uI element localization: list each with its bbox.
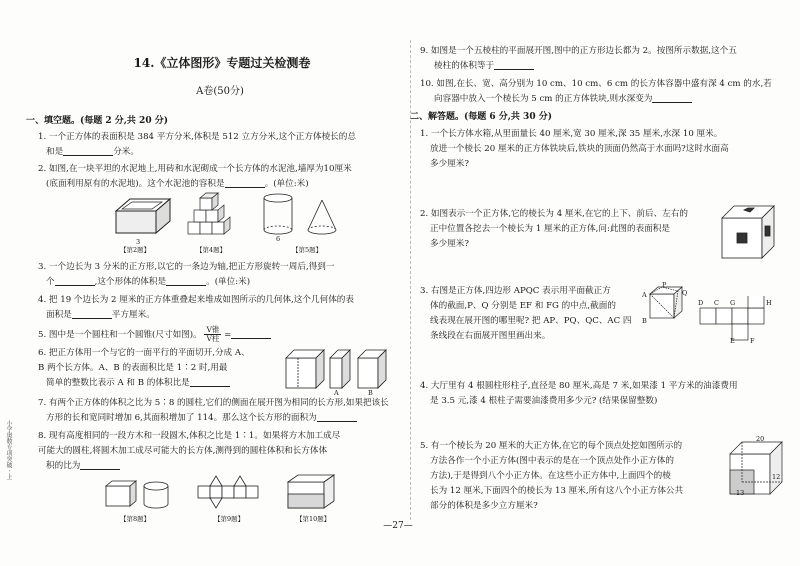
caption-fig9: 【第9题】 xyxy=(214,515,245,523)
figure-label-b: B xyxy=(368,389,373,397)
figure-q2-pool xyxy=(112,195,174,246)
q4-text-b: 面积是 xyxy=(46,310,72,320)
answer-blank[interactable] xyxy=(166,275,206,286)
figure-q10-container xyxy=(284,472,344,512)
problem-3-cont3: 条线段在右面展开图里画出来。 xyxy=(430,331,551,341)
answer-blank[interactable] xyxy=(317,411,357,422)
question-4: 4. 把 19 个边长为 2 厘米的正方体重叠起来堆成如图所示的几何体,这个几何体的表 xyxy=(38,295,354,305)
fraction-numerator: V锥 xyxy=(206,325,220,334)
dim-label: 13 xyxy=(736,489,745,497)
question-9-cont xyxy=(420,59,786,74)
page-title: 14.《立体图形》专题过关检测卷 xyxy=(133,56,311,70)
problem-2-cont: 正中位置各挖去一个棱长为 1 厘米的正方体,问:此图的表面积是 xyxy=(430,224,670,234)
question-5 xyxy=(26,326,414,343)
section-solve: 二、解答题。(每题 6 分,共 30 分) xyxy=(410,112,552,122)
problem-3-cont2: 线表现在展开图的哪里呢? 把 AP、PQ、QC、AC 四 xyxy=(430,316,632,326)
figure-p2-cube-holes xyxy=(720,204,776,260)
dim-label: 3 xyxy=(136,238,141,246)
q3-text-c: ,这个形体的体积是 xyxy=(94,277,167,287)
figure-q4-blocks xyxy=(184,192,236,242)
q2-text-b: (底面利用原有的水泥地)。这个水泥池的容积是 xyxy=(46,179,225,189)
question-3: 3. 一个边长为 3 分米的正方形,以它的一条边为轴,把正方形旋转一周后,得到一 xyxy=(38,262,335,272)
problem-5-cont3: 长为 12 厘米,下面四个的棱长为 13 厘米,所有这八个小正方体公共 xyxy=(430,486,684,496)
page-number: —27— xyxy=(383,521,413,531)
problem-1-cont: 放进一个棱长 20 厘米的正方体铁块后,铁块的顶面仍然高于水面吗?这时水面高 xyxy=(430,144,729,154)
vertex-label: B xyxy=(642,317,647,325)
question-8: 8. 现有高度相同的一段方木和一段圆木,体积之比是 1∶1。如果将方木加工成尽 xyxy=(38,431,341,441)
q7-text-b: 方形的长和宽同时增加 6,其面积增加了 114。那么这个长方形的面积为 xyxy=(46,413,317,423)
question-3-cont xyxy=(26,275,414,290)
figure-p3-cube xyxy=(642,281,688,325)
part-heading: A卷(50分) xyxy=(196,86,244,97)
figure-q8-wood xyxy=(104,478,174,510)
figure-q9-net xyxy=(194,472,270,512)
problem-3-cont: 体的截面,P、Q 分别是 EF 和 FG 的中点,截面的 xyxy=(430,301,616,311)
q9-text-b: 棱柱的体积等于 xyxy=(434,61,495,71)
problem-1: 1. 一个长方体水箱,从里面量长 40 厘米,宽 30 厘米,深 35 厘米,水深 10 厘米。 xyxy=(420,129,723,139)
q4-text-c: 平方厘米。 xyxy=(111,310,155,320)
problem-5-cont: 方法各作一个小正方体(图中表示的是在一个顶点处作小正方体的 xyxy=(430,456,674,466)
answer-blank[interactable] xyxy=(72,308,112,319)
problem-5-cont2: 方法),于是得到八个小正方体。在这些小正方体中,上面四个的棱 xyxy=(430,471,671,481)
problem-5-cont4: 部分的体积是多少立方厘米? xyxy=(430,501,538,511)
volume-ratio-fraction xyxy=(204,326,221,343)
fraction-denominator: V柱 xyxy=(206,334,220,343)
problem-4-cont: 是 3.5 元,漆 4 根柱子需要油漆费用多少元? (结果保留整数) xyxy=(430,396,658,406)
question-7: 7. 有两个正方体的体积之比为 5∶8 的圆柱,它们的侧面在展开图为相同的长方形,如果把该长 xyxy=(38,398,389,408)
problem-2: 2. 如图表示一个正方体,它的棱长为 4 厘米,在它的上下、前后、左右的 xyxy=(420,209,688,219)
answer-blank[interactable] xyxy=(652,92,692,103)
q3-text-d: 。(单位:米) xyxy=(206,277,251,287)
question-4-cont xyxy=(26,308,414,323)
figure-q6-cubes xyxy=(284,346,396,397)
q10-text-b: 向容器中放入一个棱长为 5 cm 的正方体铁块,则水深变为 xyxy=(434,94,653,104)
vertex-label: Q xyxy=(682,289,688,297)
figure-q5-cylinder-cone xyxy=(260,190,344,243)
net-label-c: C xyxy=(714,299,719,307)
q2-text-c: 。(单位:米) xyxy=(264,179,309,189)
section-fill-blank: 一、填空题。(每题 2 分,共 20 分) xyxy=(26,116,168,126)
q3-text-b: 个 xyxy=(46,277,55,287)
problem-5: 5. 有一个棱长为 20 厘米的大正方体,在它的每个顶点处挖如图所示的 xyxy=(420,441,683,451)
vertex-label: A xyxy=(642,291,647,299)
q8-text-c: 积的比为 xyxy=(46,461,81,471)
answer-blank[interactable] xyxy=(231,328,271,339)
problem-4: 4. 大厅里有 4 根圆柱形柱子,直径是 80 厘米,高是 7 米,如果漆 1 平方米的油漆费用 xyxy=(420,381,738,391)
answer-blank[interactable] xyxy=(494,59,534,70)
dim-label: 6 xyxy=(276,235,281,243)
figure-p5-cube xyxy=(728,435,784,497)
question-10-cont xyxy=(420,92,786,107)
caption-fig8: 【第8题】 xyxy=(120,515,151,523)
answer-blank[interactable] xyxy=(80,459,120,470)
q1-text: 1. 一个正方体的表面积是 384 平方分米,体积是 512 立方分米,这个正方体棱长的总 xyxy=(38,132,356,142)
net-label-d: D xyxy=(698,299,704,307)
answer-blank[interactable] xyxy=(225,177,265,188)
question-6-cont: B 两个长方体。A、B 的表面积比是 1∶2 时,用最 xyxy=(38,363,228,373)
question-10: 10. 如图,在长、宽、高分别为 10 cm、10 cm、6 cm 的长方体容器中盛有深 4 cm 的水,若 xyxy=(420,79,772,89)
net-label-f: F xyxy=(750,337,755,345)
q1-text-c: 分米。 xyxy=(113,147,139,157)
question-8-cont: 可能大的圆柱,将圆木加工成尽可能大的长方体,测得到的圆柱体积和长方体体 xyxy=(38,446,328,456)
net-label-h: H xyxy=(766,299,772,307)
caption-fig5: 【第5题】 xyxy=(292,246,323,254)
vertex-label: P xyxy=(662,281,667,289)
caption-fig2: 【第2题】 xyxy=(120,246,151,254)
q6-text-c: 简单的整数比表示 A 和 B 的体积比是 xyxy=(46,378,190,388)
dim-label: 20 xyxy=(756,435,765,443)
question-1 xyxy=(26,130,414,145)
dim-label: 12 xyxy=(772,473,781,481)
net-label-g: G xyxy=(730,299,736,307)
answer-blank[interactable] xyxy=(55,275,95,286)
question-2: 2. 如图,在一块平坦的水泥地上,用砖和水泥砌成一个长方体的水泥池,墙厚为10厘米 xyxy=(38,164,352,174)
q5-equals: = xyxy=(224,330,232,340)
figure-p3-net xyxy=(698,296,784,345)
answer-blank[interactable] xyxy=(63,145,113,156)
answer-blank[interactable] xyxy=(190,376,230,387)
problem-1-cont2: 多少厘米? xyxy=(430,159,469,169)
question-1-cont xyxy=(26,145,414,160)
caption-fig4: 【第4题】 xyxy=(196,246,227,254)
question-7-cont xyxy=(26,411,414,426)
figure-label-a: A xyxy=(334,389,339,397)
net-label-e: E xyxy=(730,337,735,345)
q1-text-b: 和是 xyxy=(46,147,64,157)
question-2-cont xyxy=(26,177,414,192)
side-margin-text: 小学奥数专项突破 · 上 xyxy=(5,420,12,480)
q5-text: 5. 图中是一个圆柱和一个圆锥(尺寸如图)。 xyxy=(38,330,202,340)
caption-fig10: 【第10题】 xyxy=(296,515,331,523)
question-6: 6. 把正方体用一个与它的一面平行的平面切开,分成 A、 xyxy=(38,348,250,358)
problem-2-cont2: 多少厘米? xyxy=(430,239,469,249)
question-9: 9. 如图是一个五棱柱的平面展开图,图中的正方形边长都为 2。按图所示数据,这个五 xyxy=(420,46,737,56)
problem-3: 3. 右图是正方体,四边形 APQC 表示用平面截正方 xyxy=(420,286,611,296)
